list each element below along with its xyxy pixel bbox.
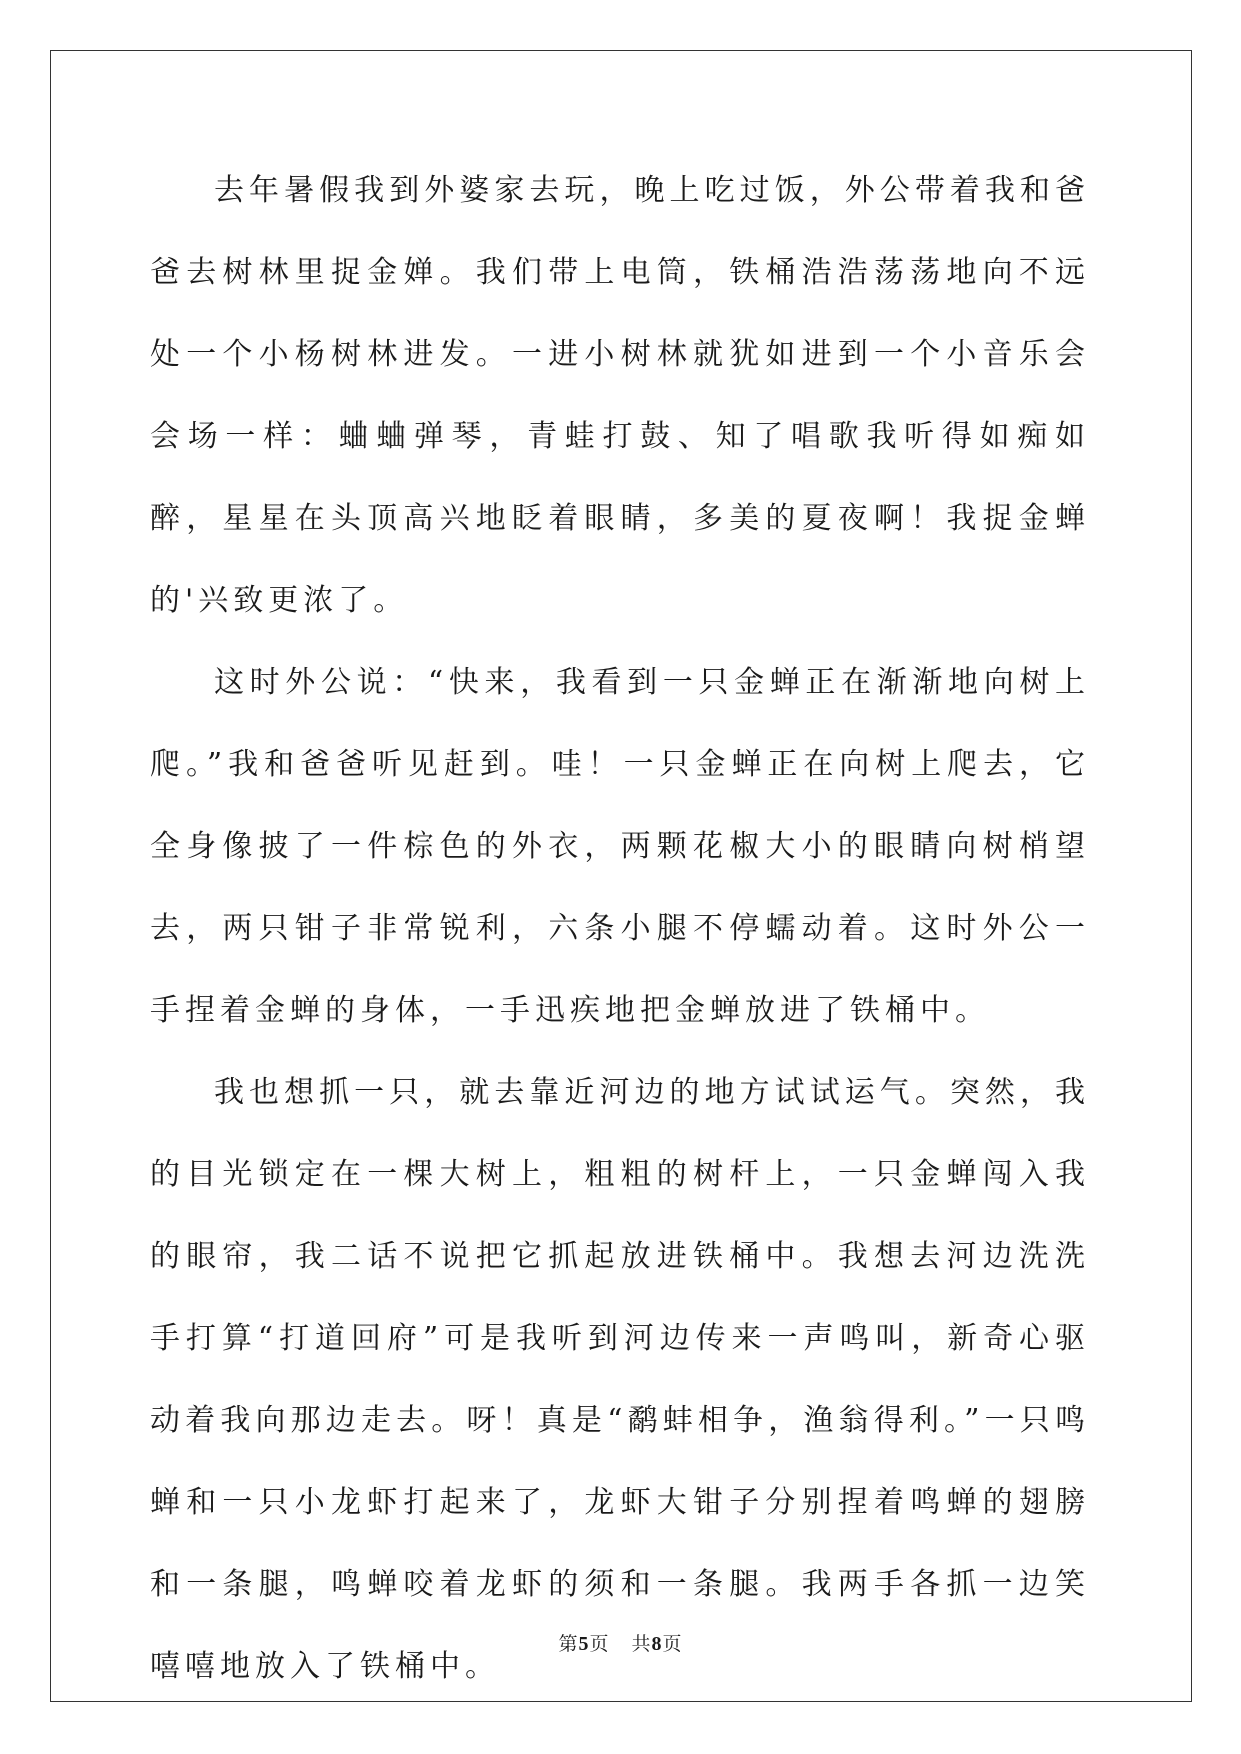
page-total-number: 8 <box>651 1633 663 1655</box>
page-footer <box>0 1629 1241 1656</box>
total-prefix: 共 <box>631 1633 652 1655</box>
page-current-number: 5 <box>578 1633 590 1655</box>
paragraph-2: 这时外公说：“快来，我看到一只金蝉正在渐渐地向树上爬。”我和爸爸听见赶到。哇！一只金蝉正在向树上爬去，它全身像披了一件棕色的外衣，两颗花椒大小的眼睛向树梢望去，两只钳子非常锐利，六条小腿不停蠕动着。这时外公一手捏着金蝉的身体，一手迅疾地把金蝉放进了铁桶中。 <box>150 665 1090 1028</box>
document-body <box>150 150 1090 1708</box>
page-suffix: 页 <box>589 1633 610 1655</box>
paragraph-1: 去年暑假我到外婆家去玩，晚上吃过饭，外公带着我和爸爸去树林里捉金婵。我们带上电筒，铁桶浩浩荡荡地向不远处一个小杨树林进发。一进小树林就犹如进到一个小音乐会会场一样：蛐蛐弹琴，青蛙打鼓、知了唱歌我听得如痴如醉，星星在头顶高兴地眨着眼睛，多美的夏夜啊！我捉金蝉的'兴致更浓了。 <box>150 173 1090 618</box>
paragraph-3: 我也想抓一只，就去靠近河边的地方试试运气。突然，我的目光锁定在一棵大树上，粗粗的树杆上，一只金蝉闯入我的眼帘，我二话不说把它抓起放进铁桶中。我想去河边洗洗手打算“打道回府”可是我听到河边传来一声鸣叫，新奇心驱动着我向那边走去。呀！真是“鹬蚌相争，渔翁得利。”一只鸣蝉和一只小龙虾打起来了，龙虾大钳子分别捏着鸣蝉的翅膀和一条腿，鸣蝉咬着龙虾的须和一条腿。我两手各抓一边笑嘻嘻地放入了铁桶中。 <box>150 1075 1090 1684</box>
page-prefix: 第 <box>558 1633 579 1655</box>
total-suffix: 页 <box>662 1633 683 1655</box>
